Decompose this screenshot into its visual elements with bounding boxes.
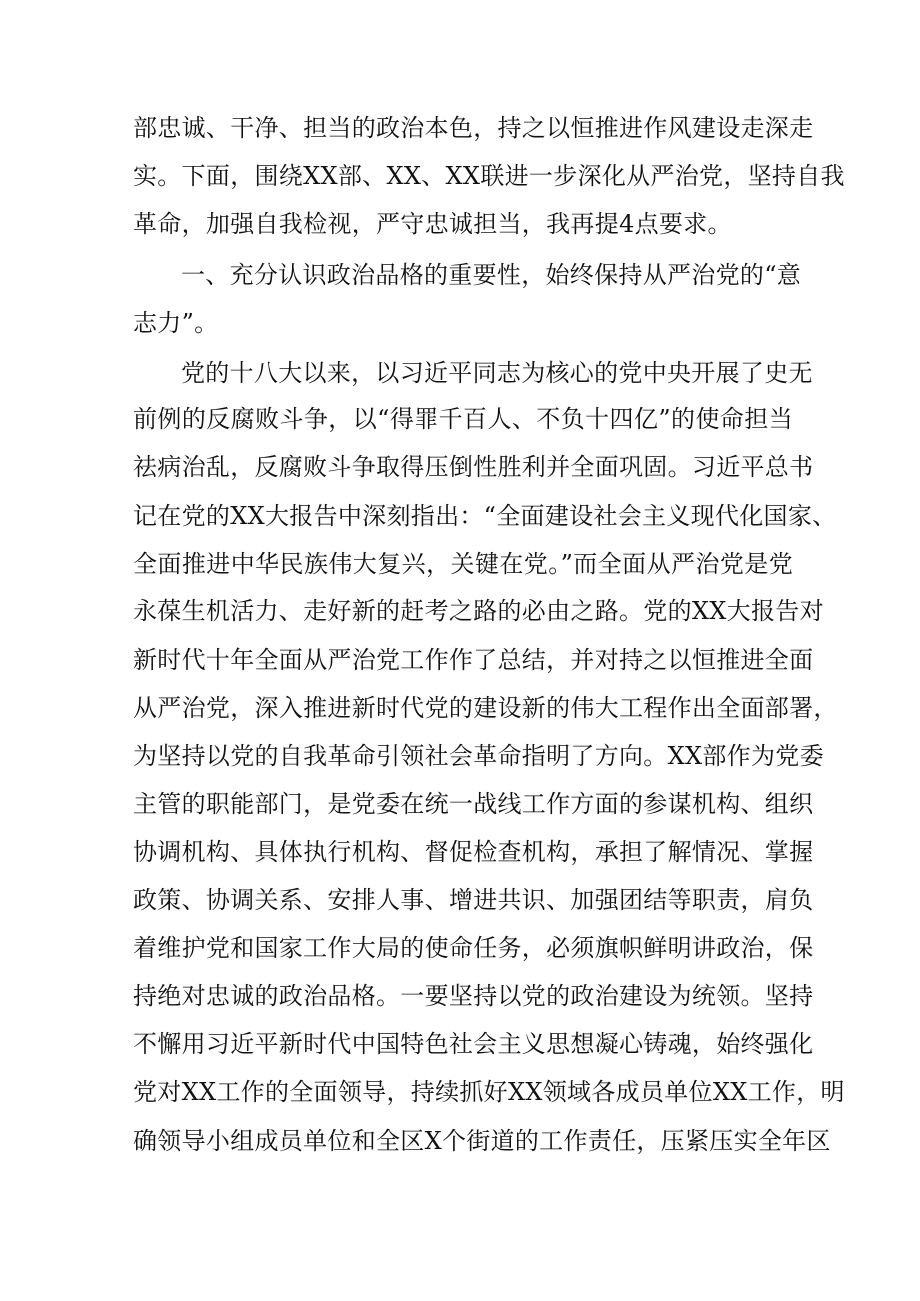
text-line-21: 党对XX工作的全面领导，持续抓好XX领域各成员单位XX工作，明 — [133, 1078, 845, 1106]
section-heading-line-1: 一、充分认识政治品格的重要性，始终保持从严治党的“意 — [181, 261, 802, 289]
text-line-14: 为坚持以党的自我革命引领社会革命指明了方向。XX部作为党委 — [133, 742, 824, 770]
text-line-1: 部忠诚、干净、担当的政治本色，持之以恒推进作风建设走深走 — [133, 114, 814, 142]
text-line-3: 革命，加强自我检视，严守忠诚担当，我再提4点要求。 — [133, 210, 732, 238]
text-line-6: 党的十八大以来，以习近平同志为核心的党中央开展了史无 — [181, 359, 813, 387]
text-line-18: 着维护党和国家工作大局的使命任务，必须旗帜鲜明讲政治，保 — [133, 934, 814, 962]
text-line-13: 从严治党，深入推进新时代党的建设新的伟大工程作出全面部署， — [133, 694, 838, 722]
text-line-17: 政策、协调关系、安排人事、增进共识、加强团结等职责，肩负 — [133, 886, 814, 914]
text-line-22: 确领导小组成员单位和全区X个街道的工作责任，压紧压实全年区 — [133, 1127, 831, 1155]
text-line-15: 主管的职能部门，是党委在统一战线工作方面的参谋机构、组织 — [133, 790, 814, 818]
section-heading-line-2: 志力”。 — [133, 309, 219, 337]
text-line-2: 实。下面，围绕XX部、XX、XX联进一步深化从严治党，坚持自我 — [133, 162, 845, 190]
text-line-20: 不懈用习近平新时代中国特色社会主义思想凝心铸魂，始终强化 — [133, 1030, 814, 1058]
text-line-11: 永葆生机活力、走好新的赶考之路的必由之路。党的XX大报告对 — [133, 597, 824, 625]
text-line-9: 记在党的XX大报告中深刻指出：“全面建设社会主义现代化国家、 — [133, 502, 837, 530]
text-line-8: 祛病治乱，反腐败斗争取得压倒性胜利并全面巩固。习近平总书 — [133, 453, 814, 481]
text-line-12: 新时代十年全面从严治党工作作了总结，并对持之以恒推进全面 — [133, 646, 814, 674]
text-line-16: 协调机构、具体执行机构、督促检查机构，承担了解情况、掌握 — [133, 838, 814, 866]
text-line-10: 全面推进中华民族伟大复兴，关键在党。”而全面从严治党是党 — [133, 550, 793, 578]
text-line-7: 前例的反腐败斗争，以“得罪千百人、不负十四亿”的使命担当 — [133, 405, 793, 433]
text-line-19: 持绝对忠诚的政治品格。一要坚持以党的政治建设为统领。坚持 — [133, 982, 814, 1010]
